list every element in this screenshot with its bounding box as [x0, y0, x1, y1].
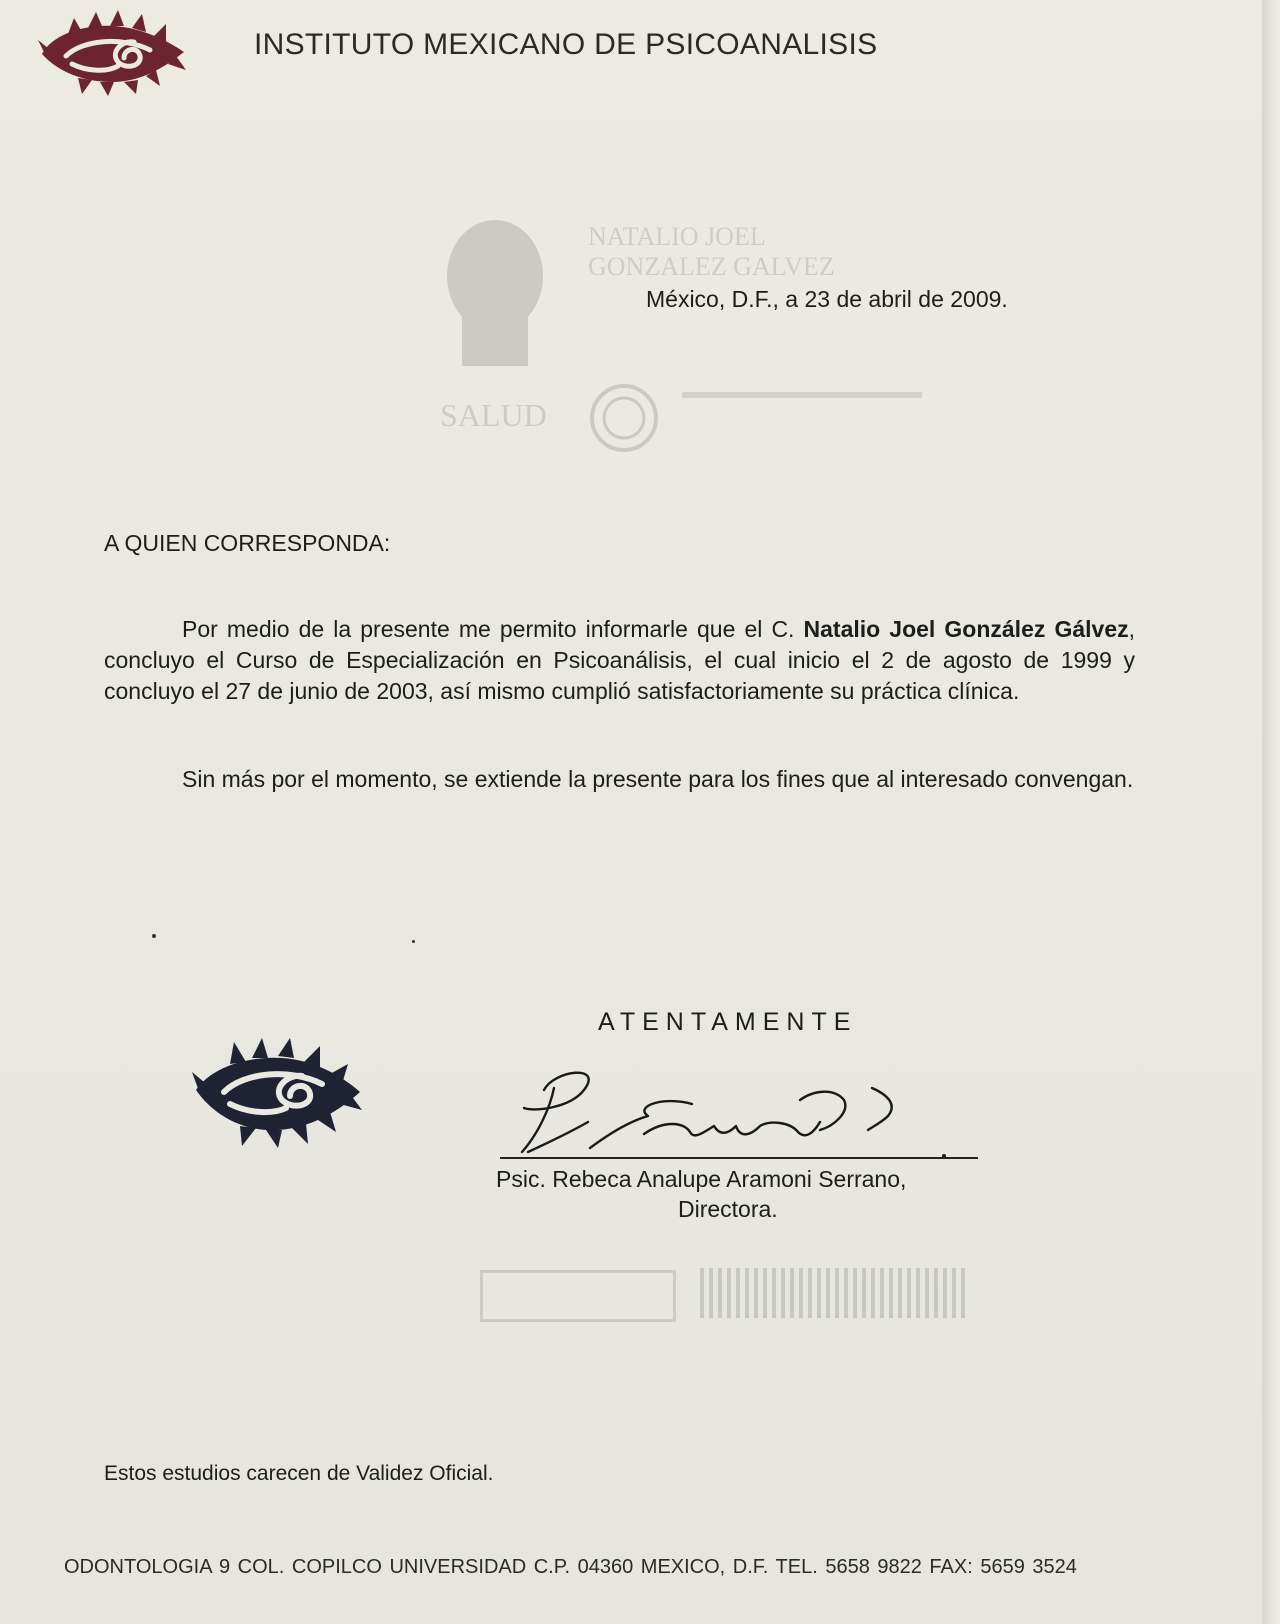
- ghost-name-line1: NATALIO JOEL: [588, 222, 766, 251]
- paragraph-1-lead: Por medio de la presente me permito informarle que el C.: [182, 616, 804, 642]
- salutation: A QUIEN CORRESPONDA:: [104, 530, 391, 556]
- handwritten-signature: [514, 1060, 954, 1160]
- ghost-name-line2: GONZALEZ GALVEZ: [588, 252, 835, 281]
- ghost-seal-word: SALUD: [440, 397, 547, 433]
- body-paragraph-1: [104, 614, 1135, 707]
- paragraph-1-rest: , concluyo el Curso de Especialización en Psicoanálisis, el cual inicio el 2 de agosto de 1999 y concluyo el 27 de junio de 2003, así mismo cumplió satisfactoriamente su práctica clínica.: [104, 616, 1135, 704]
- institute-logo-icon: [38, 10, 190, 96]
- ghost-barcode-box: [480, 1270, 676, 1322]
- ghost-rule: [682, 392, 922, 398]
- paper-edge: [1262, 0, 1280, 1624]
- student-name: Natalio Joel González Gálvez: [803, 616, 1129, 642]
- closing-word: ATENTAMENTE: [598, 1008, 858, 1036]
- signer-title: Directora.: [678, 1196, 778, 1222]
- ghost-barcode: [700, 1268, 970, 1318]
- signer-name: Psic. Rebeca Analupe Aramoni Serrano,: [496, 1166, 907, 1192]
- ghost-photo-image: [440, 216, 550, 366]
- paper-speck: [412, 940, 415, 943]
- letter-date: México, D.F., a 23 de abril de 2009.: [646, 286, 1008, 312]
- institute-seal-icon: [190, 1034, 364, 1148]
- institution-name: INSTITUTO MEXICANO DE PSICOANALISIS: [254, 28, 878, 61]
- footer-address: ODONTOLOGIA 9 COL. COPILCO UNIVERSIDAD C.P. 04360 MEXICO, D.F. TEL. 5658 9822 FAX: 5659 3524: [64, 1556, 1077, 1578]
- ghost-seal-icon: [588, 382, 660, 454]
- signature-line: [500, 1157, 978, 1159]
- paper-speck: [152, 934, 156, 938]
- body-paragraph-2: Sin más por el momento, se extiende la presente para los fines que al interesado convengan.: [182, 766, 1134, 792]
- validity-note: Estos estudios carecen de Validez Oficial.: [104, 1462, 494, 1485]
